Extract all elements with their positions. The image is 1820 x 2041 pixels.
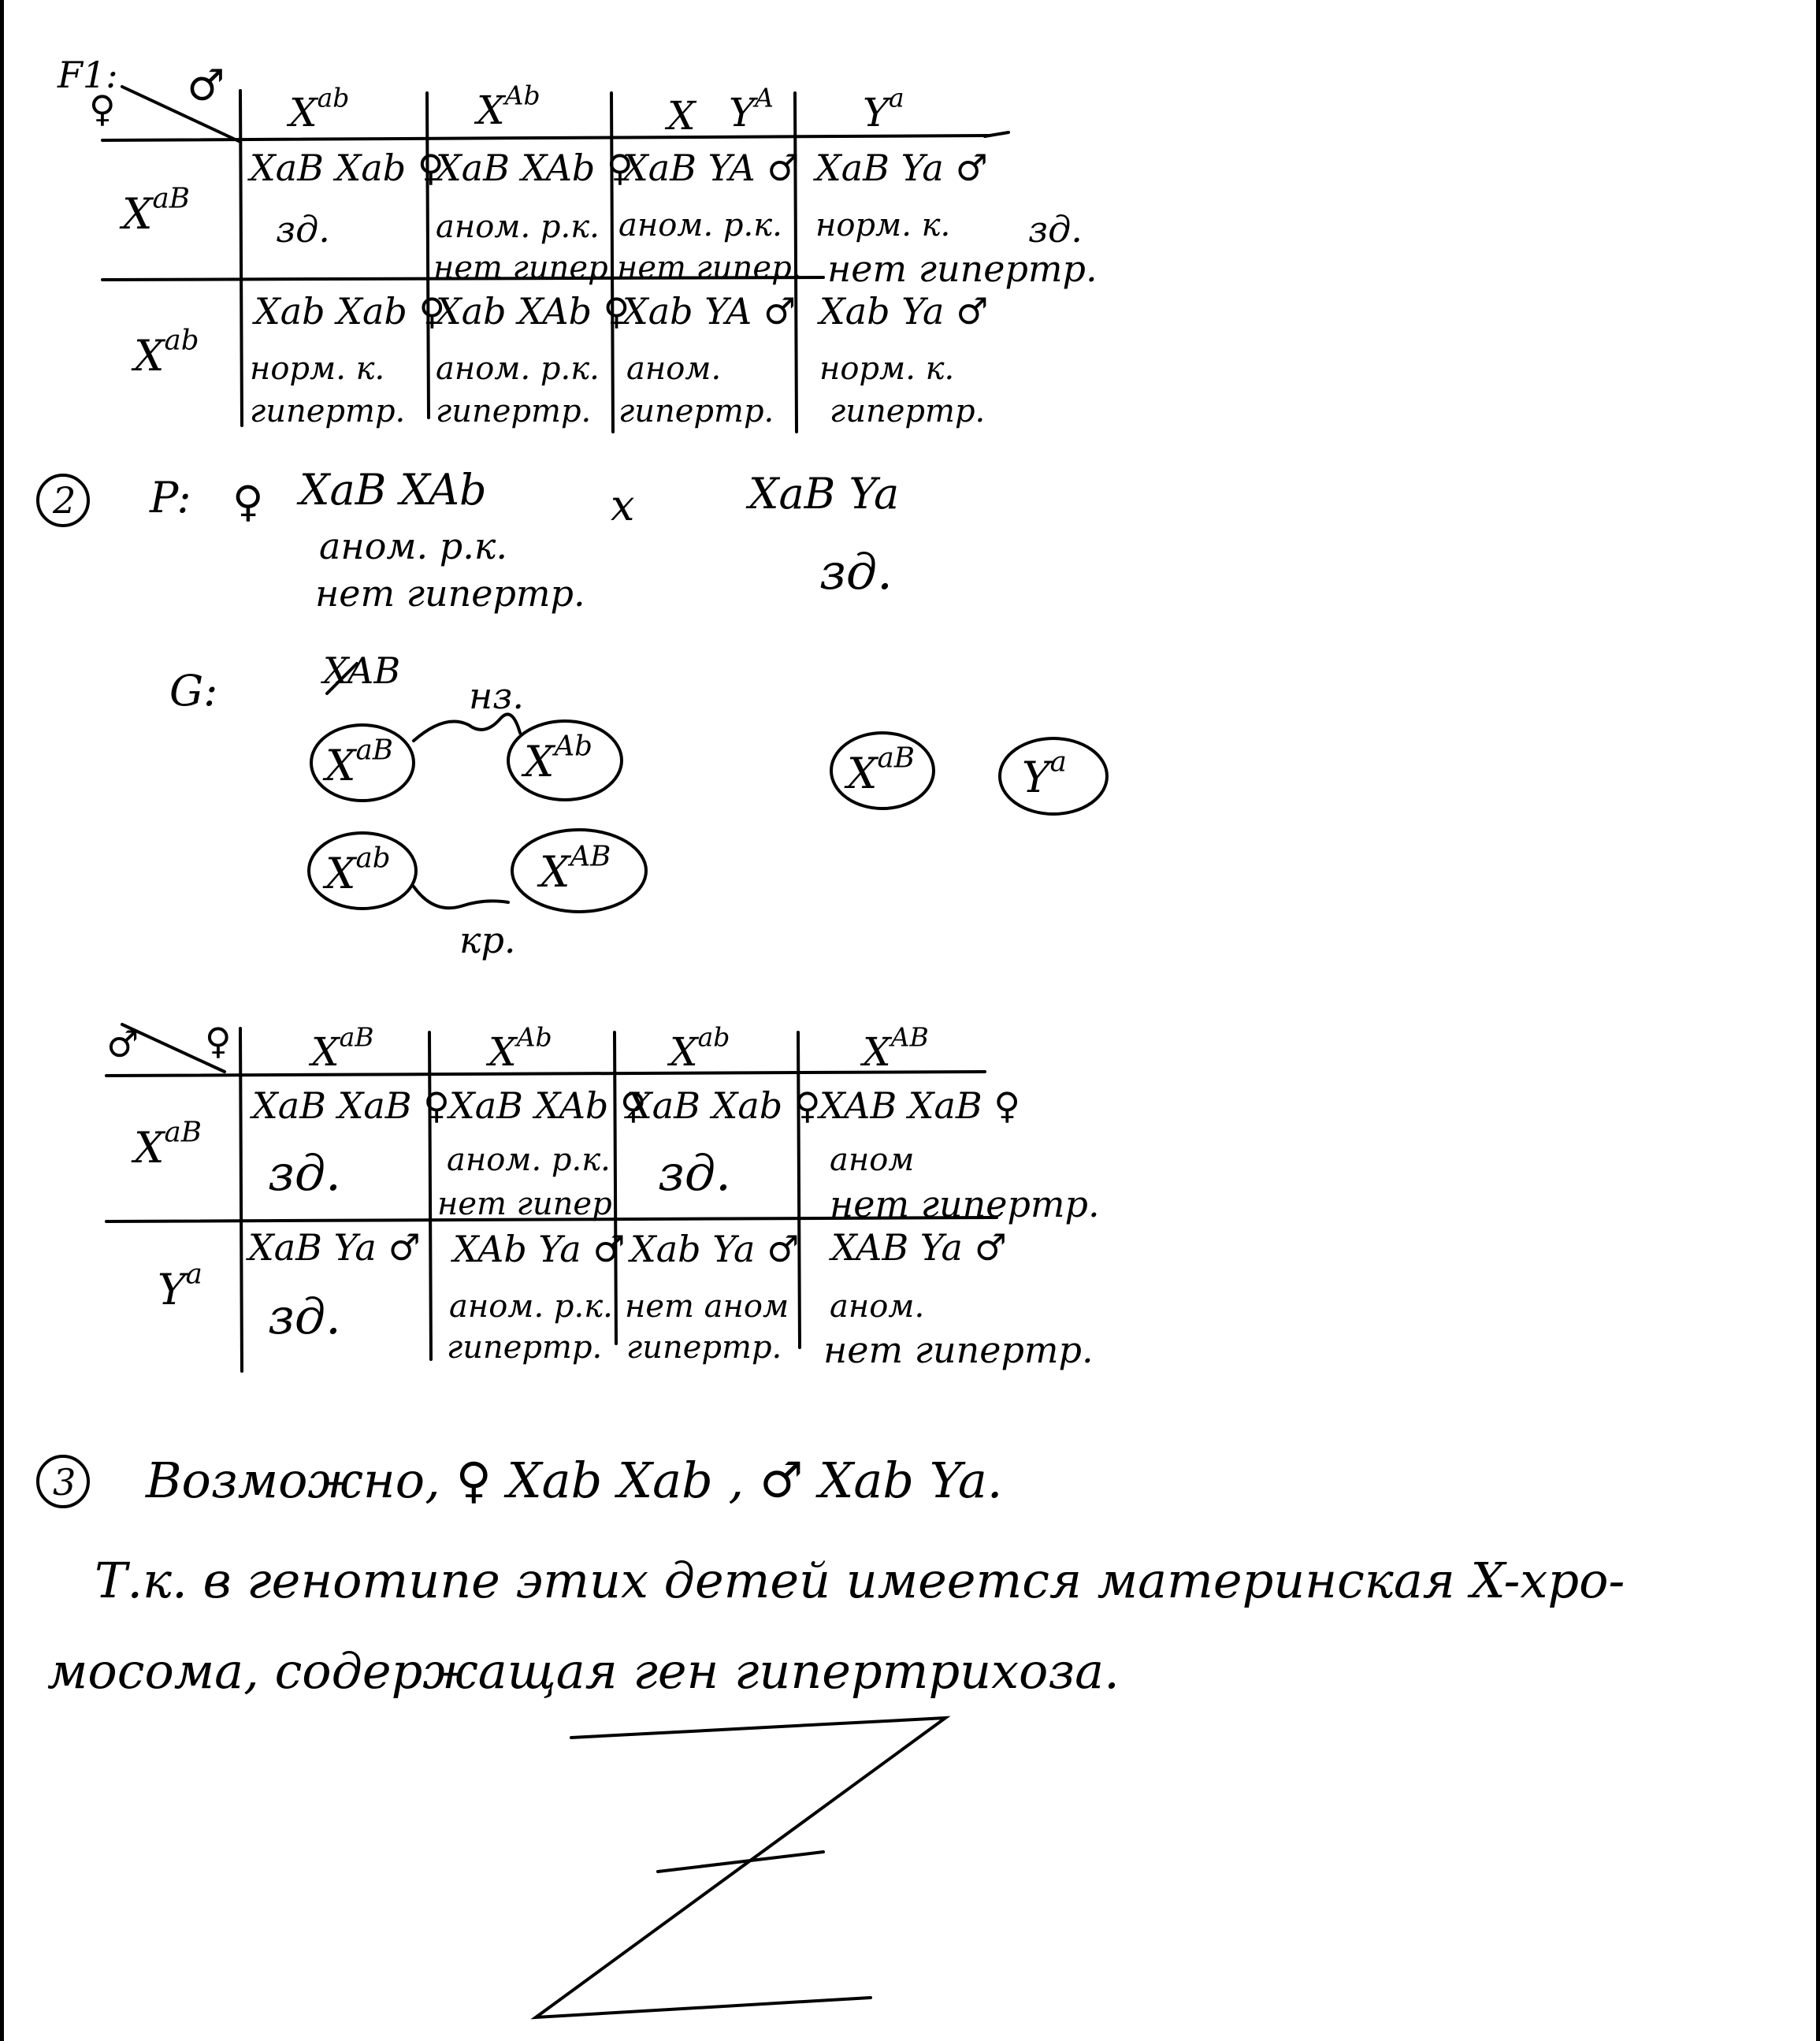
t2-cell-2-3-line1: нет аном	[625, 1288, 789, 1325]
t2-header-4: $X^{AB}$	[863, 1021, 929, 1075]
t2-cell-2-4-line1: аном.	[830, 1288, 925, 1325]
t2-cell-2-2-line1: аном. р.к.	[449, 1288, 613, 1325]
parents-label: P:	[150, 473, 191, 522]
t1-header-3-crossed: X	[667, 93, 696, 139]
t1-cell-2-2-line2: гипертр.	[436, 393, 592, 429]
t2-vline-4	[798, 1032, 800, 1348]
t1-cell-1-3-line1: аном. р.к.	[618, 207, 782, 244]
cross-symbol: x	[611, 481, 635, 530]
t1-cell-2-1-genotype: Xab Xab ♀	[254, 290, 446, 333]
t1-cell-2-4-genotype: Xab Ya ♂	[819, 290, 989, 333]
t1-cell-1-1-line1: зд.	[276, 208, 330, 251]
t1-cell-1-3-genotype: XaB YA ♂	[622, 147, 800, 189]
t1-cell-1-1-genotype: XaB Xab ♀	[250, 147, 444, 189]
t2-cell-2-2-genotype: XAb Ya ♂	[453, 1228, 626, 1270]
t1-cell-2-3-line2: гипертр.	[618, 393, 774, 429]
crossed-out-gamete: XAB	[323, 649, 401, 692]
t2-header-3: $X^{ab}$	[670, 1021, 730, 1075]
t1-cell-1-4-genotype: XaB Ya ♂	[815, 147, 988, 189]
t1-cell-1-2-line2: нет гипер	[433, 250, 608, 286]
t1-row-label-2: $X^{ab}$	[134, 324, 199, 381]
parent-female-phenotype-1: аном. р.к.	[319, 525, 507, 567]
t2-cell-1-4-line2: нет гипертр.	[830, 1183, 1100, 1225]
t1-cell-2-1-line2: гипертр.	[250, 393, 406, 429]
t2-vline-2	[429, 1032, 431, 1359]
t2-cell-1-3-line1: зд.	[658, 1144, 731, 1202]
t2-hline-1	[106, 1072, 985, 1076]
t1-cell-2-1-line1: норм. к.	[250, 351, 385, 387]
t2-cell-1-3-genotype: XaB Xab ♀	[626, 1084, 821, 1127]
crossover-link	[414, 887, 508, 908]
section-3-number: 3	[53, 1461, 76, 1504]
t2-cell-1-2-line2: нет гипер	[437, 1186, 612, 1222]
answer-line-2: Т.к. в генотипе этих детей имеется материнская X-хро-	[95, 1552, 1625, 1609]
t1-cell-1-3-line2: нет гипер.	[617, 250, 802, 286]
t1-cell-1-2-genotype: XaB XAb ♀	[436, 147, 633, 189]
t2-cell-2-3-line2: гипертр.	[626, 1329, 782, 1366]
t2-male-symbol: ♂	[106, 1023, 139, 1065]
t1-cell-2-4-line1: норм. к.	[819, 351, 955, 387]
noncrossover-label: нз.	[469, 675, 525, 717]
t1-header-1: $X^{ab}$	[289, 82, 350, 136]
answer-line-1: Возможно, ♀ Xab Xab , ♂ Xab Ya.	[146, 1452, 1003, 1509]
t2-cell-2-3-genotype: Xab Ya ♂	[630, 1228, 800, 1270]
t2-cell-1-4-genotype: XAB XaB ♀	[819, 1084, 1020, 1127]
t1-vline-3	[611, 93, 613, 432]
male-gamete-1: $X^{aB}$	[847, 742, 915, 798]
t1-cell-2-3-line1: аном.	[626, 351, 722, 387]
parent-female-symbol: ♀	[232, 477, 264, 526]
t1-corner-label: F1:	[58, 54, 118, 96]
t2-cell-2-2-line2: гипертр.	[447, 1329, 603, 1366]
t2-female-symbol: ♀	[205, 1020, 232, 1062]
t1-row-label-1: $X^{aB}$	[122, 182, 190, 239]
female-symbol: ♀	[89, 87, 116, 130]
t1-cell-1-4-line1: норм. к.	[815, 207, 951, 244]
t2-row-label-1: $X^{aB}$	[134, 1116, 202, 1173]
parent-female-phenotype-2: нет гипертр.	[315, 572, 585, 615]
t1-header-4: $Y^a$	[863, 82, 904, 136]
t2-cell-1-2-genotype: XaB XAb ♀	[449, 1084, 647, 1127]
t2-cell-1-1-genotype: XaB XaB ♀	[252, 1084, 450, 1127]
noncrossover-link	[414, 714, 520, 741]
t1-header-2: $X^{Ab}$	[477, 80, 540, 133]
t1-cell-2-2-line1: аном. р.к.	[436, 351, 600, 387]
t2-cell-2-1-line1: зд.	[268, 1288, 341, 1345]
t2-cell-1-2-line1: аном. р.к.	[447, 1142, 611, 1178]
t1-cell-1-2-line1: аном. р.к.	[436, 209, 600, 245]
t1-cell-1-4-line2: нет гипертр.	[827, 247, 1098, 290]
female-gamete-4: $X^{AB}$	[540, 840, 611, 897]
crossover-label: кр.	[459, 919, 516, 961]
t2-cell-1-4-line1: аном	[830, 1142, 915, 1178]
t2-vline-3	[615, 1032, 616, 1344]
male-gamete-2: $Y^a$	[1022, 745, 1067, 802]
t2-cell-2-4-line2: нет гипертр.	[823, 1329, 1094, 1371]
t2-header-2: $X^{Ab}$	[488, 1021, 552, 1075]
t2-cell-2-1-genotype: XaB Ya ♂	[248, 1226, 421, 1269]
t2-cell-1-1-line1: зд.	[268, 1144, 341, 1202]
t1-row-1-extra-note: зд.	[1028, 208, 1083, 251]
closing-z	[536, 1718, 945, 2017]
t2-cell-2-4-genotype: XAB Ya ♂	[831, 1226, 1007, 1269]
parent-female-genotype: XaB XAb	[299, 465, 487, 515]
t2-vline-1	[240, 1028, 242, 1371]
t1-header-3: $Y^A$	[729, 82, 774, 136]
female-gamete-2: $X^{Ab}$	[524, 730, 592, 786]
section-2-number: 2	[53, 479, 76, 522]
female-gamete-3: $X^{ab}$	[325, 842, 391, 898]
parent-male-phenotype: зд.	[819, 543, 893, 600]
male-symbol: ♂	[187, 61, 225, 110]
t1-arrow	[985, 132, 1008, 136]
t1-cell-2-4-line2: гипертр.	[830, 393, 986, 429]
t2-header-1: $X^{aB}$	[311, 1021, 374, 1075]
parent-male-genotype: XaB Ya	[748, 469, 900, 519]
answer-line-3: мосома, содержащая ген гипертрихоза.	[47, 1642, 1120, 1700]
t1-cell-2-3-genotype: Xab YA ♂	[622, 290, 797, 333]
t1-vline-1	[240, 91, 242, 426]
t2-row-label-2: $Y^a$	[158, 1258, 202, 1314]
t1-cell-2-2-genotype: Xab XAb ♀	[436, 290, 630, 333]
gametes-label: G:	[169, 666, 218, 716]
female-gamete-1: $X^{aB}$	[325, 734, 393, 790]
t1-vline-2	[427, 93, 429, 418]
